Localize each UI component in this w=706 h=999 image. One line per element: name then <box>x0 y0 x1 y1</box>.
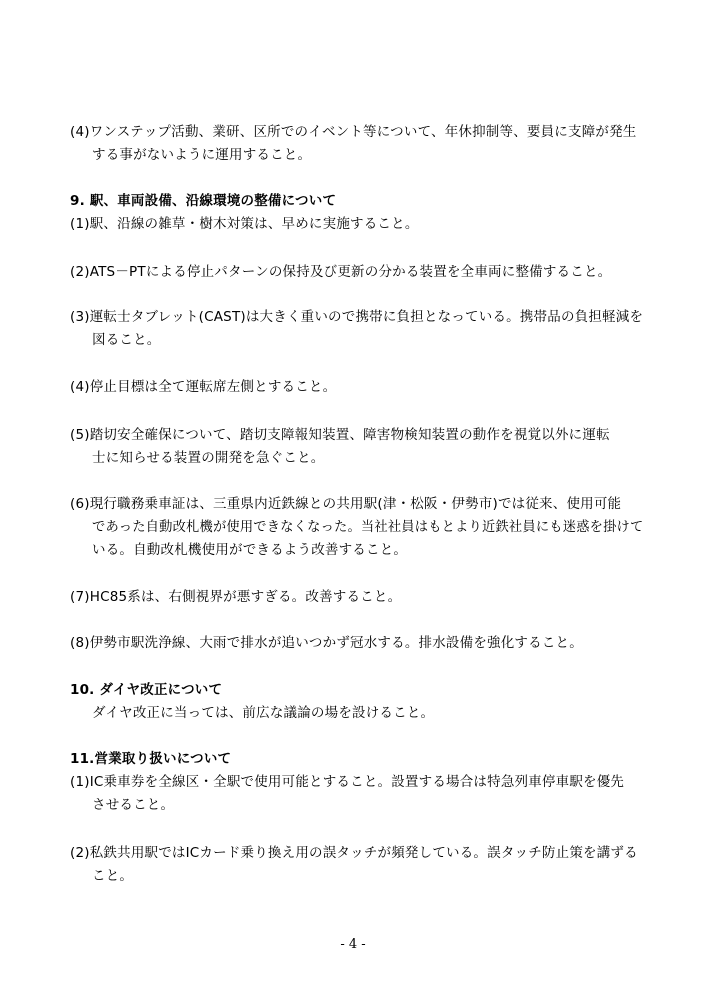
item-11-1-line2: させること。 <box>92 797 175 813</box>
item-9-3-line2: 図ること。 <box>92 332 161 348</box>
section-11-heading: 11.営業取り扱いについて <box>70 751 232 767</box>
item-8-4-line2: する事がないように運用すること。 <box>92 147 312 163</box>
item-9-6-line3: いる。自動改札機使用ができるよう改善すること。 <box>92 542 408 558</box>
section-9-heading: 9. 駅、車両設備、沿線環境の整備について <box>70 193 337 209</box>
item-9-6-line2: であった自動改札機が使用できなくなった。当社社員はもとより近鉄社員にも迷惑を掛けて <box>92 519 644 535</box>
item-9-5-line2: 士に知らせる装置の開発を急ぐこと。 <box>92 450 325 466</box>
section-10-body: ダイヤ改正に当っては、前広な議論の場を設けること。 <box>92 705 435 721</box>
item-9-6-line1: (6)現行職務乗車証は、三重県内近鉄線との共用駅(津・松阪・伊勢市)では従来、使用可能 <box>70 496 622 512</box>
item-9-5-line1: (5)踏切安全確保について、踏切支障報知装置、障害物検知装置の動作を視覚以外に運転 <box>70 427 610 443</box>
item-9-8: (8)伊勢市駅洗浄線、大雨で排水が追いつかず冠水する。排水設備を強化すること。 <box>70 635 583 651</box>
item-9-1: (1)駅、沿線の雑草・樹木対策は、早めに実施すること。 <box>70 216 419 232</box>
item-9-3-line1: (3)運転士タブレット(CAST)は大きく重いので携帯に負担となっている。携帯品の負担軽減を <box>70 309 644 325</box>
section-10-heading: 10. ダイヤ改正について <box>70 682 223 698</box>
item-9-2: (2)ATS－PTによる停止パターンの保持及び更新の分かる装置を全車両に整備すること。 <box>70 264 612 280</box>
item-9-7: (7)HC85系は、右側視界が悪すぎる。改善すること。 <box>70 589 402 605</box>
page-number: - 4 - <box>340 937 366 952</box>
item-9-4: (4)停止目標は全て運転席左側とすること。 <box>70 379 337 395</box>
item-8-4-line1: (4)ワンステップ活動、業研、区所でのイベント等について、年休抑制等、要員に支障が発生 <box>70 124 637 140</box>
item-11-2-line1: (2)私鉄共用駅ではICカード乗り換え用の誤タッチが頻発している。誤タッチ防止策を講ずる <box>70 845 638 861</box>
item-11-2-line2: こと。 <box>92 868 134 884</box>
item-11-1-line1: (1)IC乗車券を全線区・全駅で使用可能とすること。設置する場合は特急列車停車駅を優先 <box>70 774 625 790</box>
